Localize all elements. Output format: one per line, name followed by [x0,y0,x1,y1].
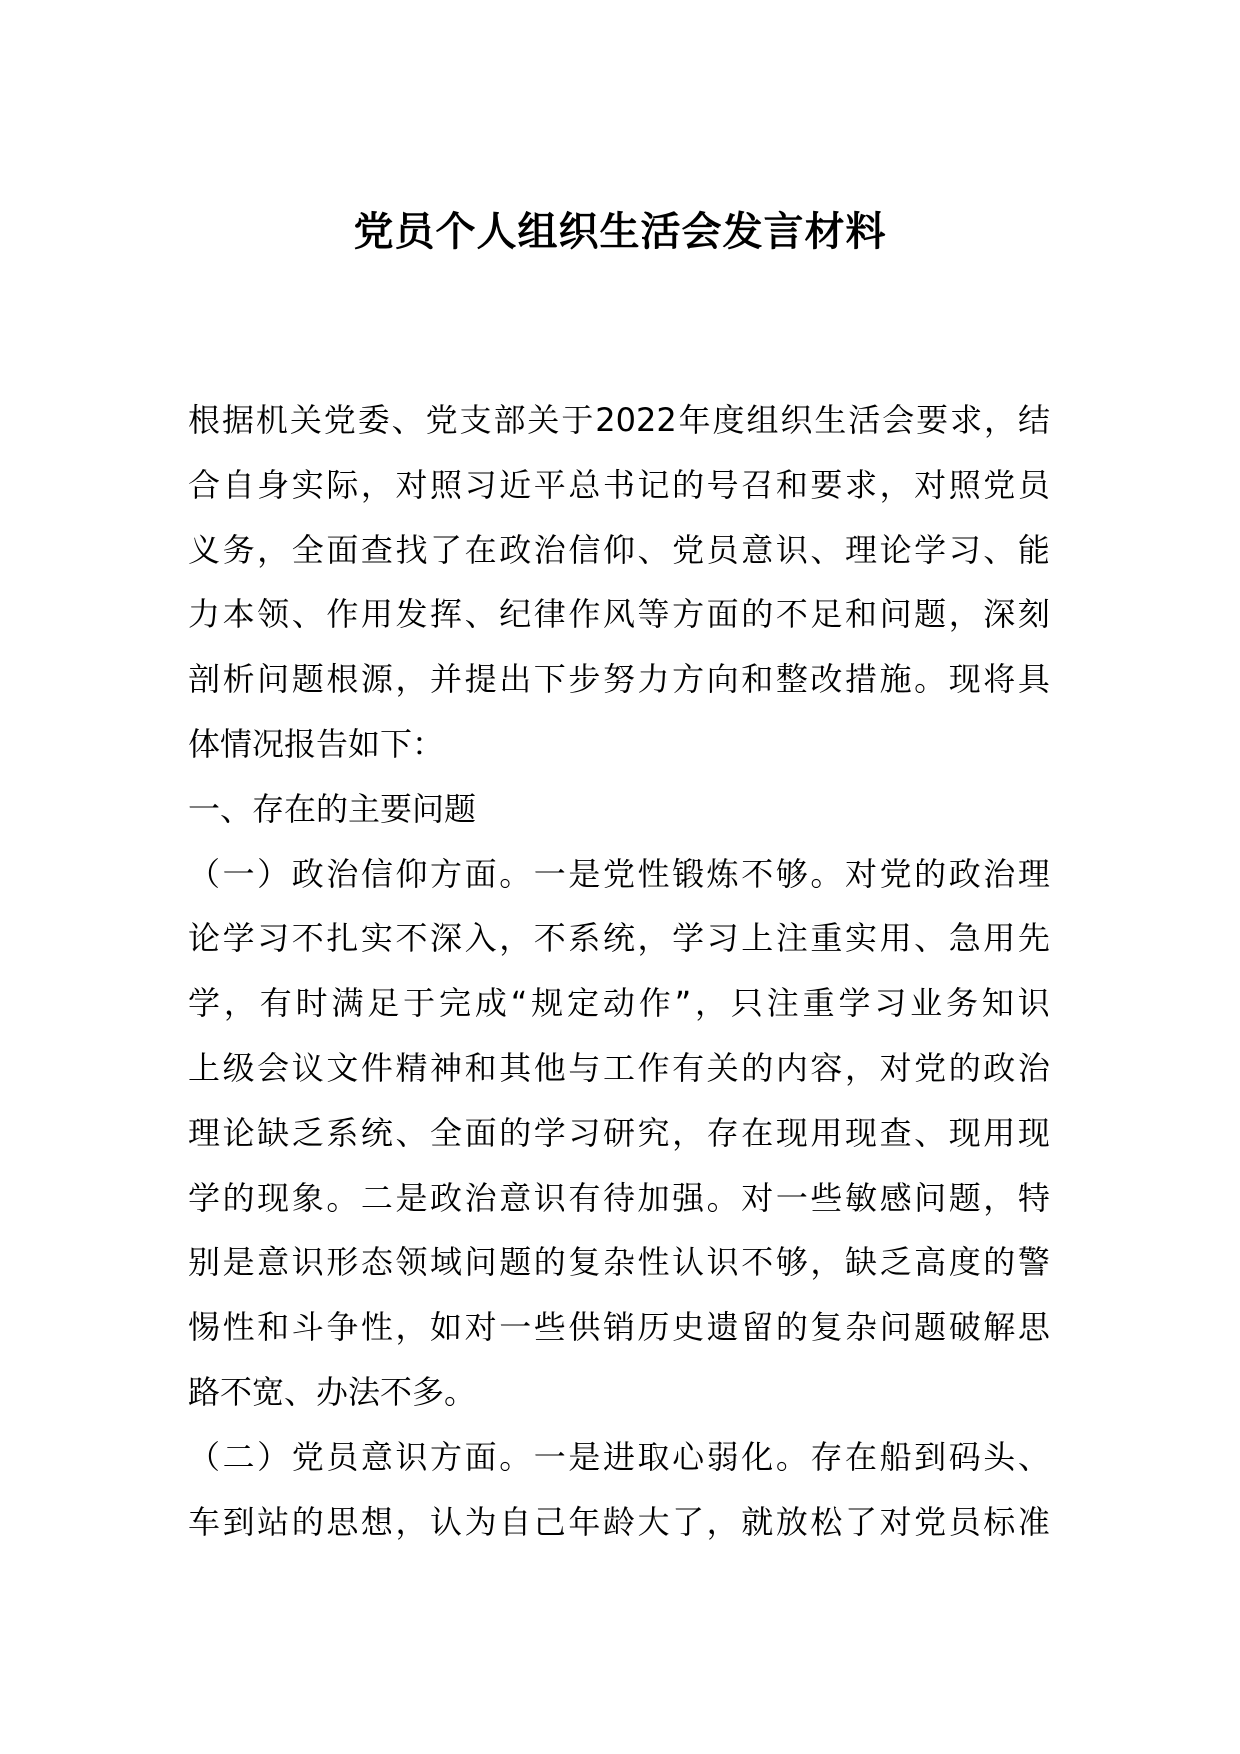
body-line: 体情况报告如下： [188,724,445,763]
body-line: 学 的 现 象 。 二 是 政 治 意 识 有 待 加 强 。 对 一 些 敏 感 问 题 ， 特 [188,1178,1050,1217]
body-line: 惕 性 和 斗 争 性 ， 如 对 一 些 供 销 历 史 遗 留 的 复 杂 问 题 破 解 思 [188,1308,1050,1347]
body-line: 根 据 机 关 党 委 、 党 支 部 关 于 2022 年 度 组 织 生 活 会 要 求 ， 结 [188,401,1050,439]
body-line: 别 是 意 识 形 态 领 域 问 题 的 复 杂 性 认 识 不 够 ， 缺 乏 高 度 的 警 [188,1243,1050,1282]
body-line: 车 到 站 的 思 想 ， 认 为 自 己 年 龄 大 了 ， 就 放 松 了 对 党 员 标 准 [188,1502,1050,1541]
body-line: 论 学 习 不 扎 实 不 深 入 ， 不 系 统 ， 学 习 上 注 重 实 用 、 急 用 先 [188,919,1050,958]
body-line: （ 二 ） 党 员 意 识 方 面 。 一 是 进 取 心 弱 化 。 存 在 船 到 码 头 、 [188,1437,1050,1476]
document-title: 党员个人组织生活会发言材料 [353,209,887,255]
body-line: 理 论 缺 乏 系 统 、 全 面 的 学 习 研 究 ， 存 在 现 用 现 查 、 现 用 现 [188,1113,1050,1152]
body-line: 力 本 领 、 作 用 发 挥 、 纪 律 作 风 等 方 面 的 不 足 和 问 题 ， 深 刻 [188,595,1050,634]
body-line: 合 自 身 实 际 ， 对 照 习 近 平 总 书 记 的 号 召 和 要 求 ， 对 照 党 员 [188,465,1050,504]
body-line: 剖 析 问 题 根 源 ， 并 提 出 下 步 努 力 方 向 和 整 改 措 施 。 现 将 具 [188,660,1050,699]
body-line: 一、存在的主要问题 [188,789,477,828]
document-body [188,388,1050,1554]
body-line: 义 务 ， 全 面 查 找 了 在 政 治 信 仰 、 党 员 意 识 、 理 论 学 习 、 能 [188,530,1050,569]
body-line: 上 级 会 议 文 件 精 神 和 其 他 与 工 作 有 关 的 内 容 ， 对 党 的 政 治 [188,1048,1050,1087]
body-line: （ 一 ） 政 治 信 仰 方 面 。 一 是 党 性 锻 炼 不 够 。 对 党 的 政 治 理 [188,854,1050,893]
body-line: 路不宽、办法不多。 [188,1372,477,1411]
body-line: 学 ， 有 时 满 足 于 完 成 “ 规 定 动 作 ” ， 只 注 重 学 习 业 务 知 识 [188,984,1050,1023]
